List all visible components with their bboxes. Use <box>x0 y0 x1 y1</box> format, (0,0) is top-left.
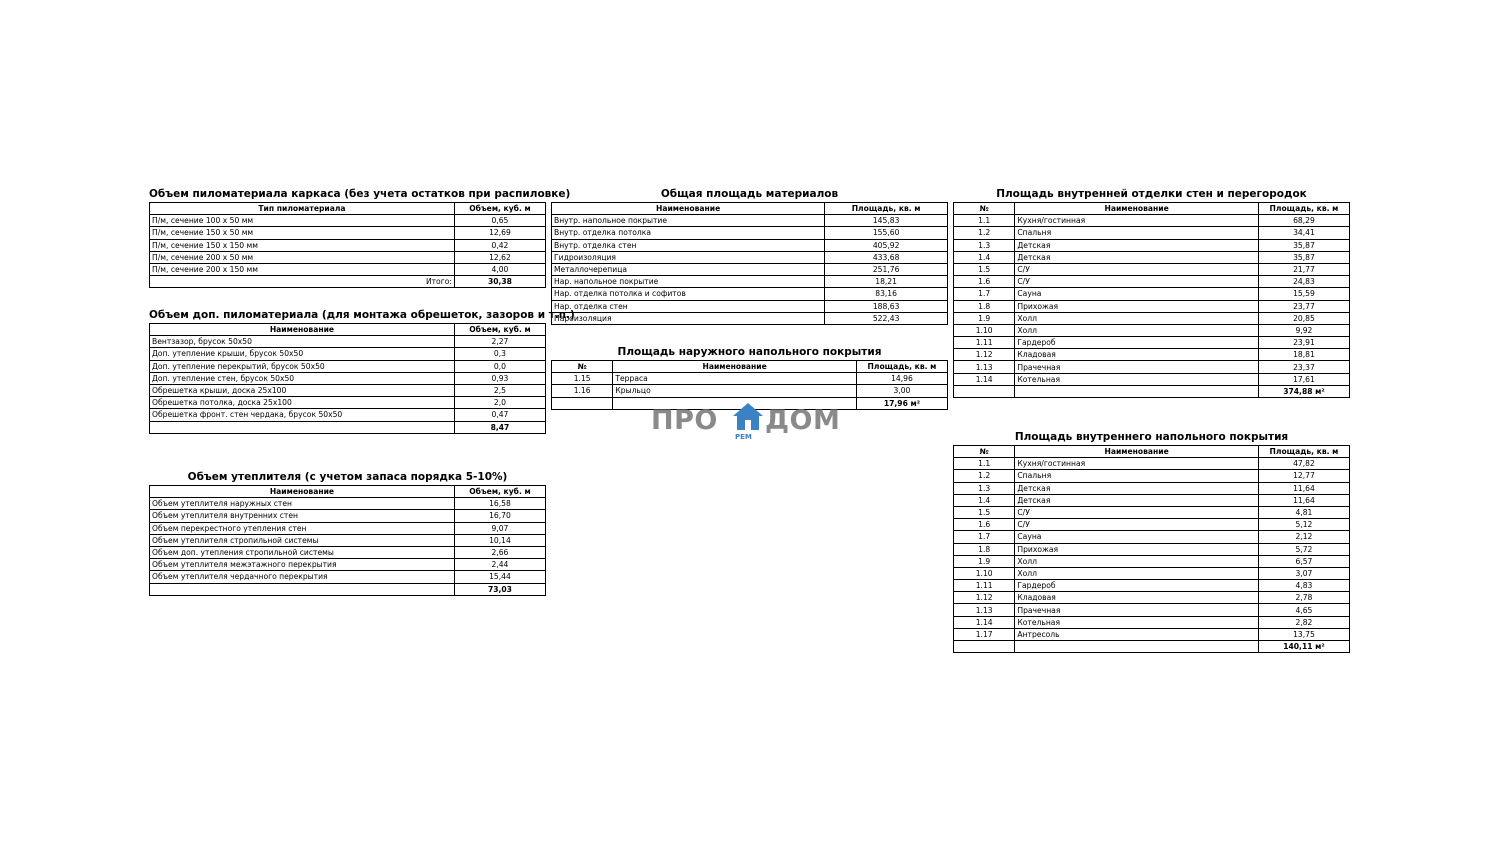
total-value: 30,38 <box>454 276 545 288</box>
row-number: 1.4 <box>954 494 1015 506</box>
wall-finish-block <box>953 188 1350 398</box>
table-row <box>150 215 546 227</box>
row-value: 2,0 <box>454 397 545 409</box>
row-number: 1.3 <box>954 482 1015 494</box>
row-value: 9,07 <box>454 522 545 534</box>
total-empty <box>954 385 1015 397</box>
row-number: 1.9 <box>954 555 1015 567</box>
row-value: 35,87 <box>1258 251 1349 263</box>
column-header: Наименование <box>552 203 825 215</box>
row-value: 23,37 <box>1258 361 1349 373</box>
row-name: Детская <box>1015 482 1259 494</box>
row-name: С/У <box>1015 506 1259 518</box>
row-value: 9,92 <box>1258 324 1349 336</box>
row-name: С/У <box>1015 276 1259 288</box>
row-name: Холл <box>1015 324 1259 336</box>
column-header: Наименование <box>613 361 857 373</box>
row-name: Котельная <box>1015 373 1259 385</box>
table-row <box>954 227 1350 239</box>
row-value: 12,69 <box>454 227 545 239</box>
table-row <box>954 580 1350 592</box>
table-row <box>954 555 1350 567</box>
row-name: Пароизоляция <box>552 312 825 324</box>
lumber-frame-block <box>149 188 571 288</box>
row-value: 405,92 <box>825 239 948 251</box>
row-name: Прачечная <box>1015 604 1259 616</box>
row-value: 11,64 <box>1258 494 1349 506</box>
table-row <box>954 494 1350 506</box>
indoor-floor-table <box>953 445 1350 653</box>
row-value: 10,14 <box>454 534 545 546</box>
row-name: Доп. утепление стен, брусок 50х50 <box>150 372 455 384</box>
column-header: Площадь, кв. м <box>856 361 947 373</box>
row-name: Кладовая <box>1015 592 1259 604</box>
table-row <box>552 300 948 312</box>
table-row <box>552 288 948 300</box>
table-row <box>552 373 948 385</box>
row-name: Внутр. отделка потолка <box>552 227 825 239</box>
row-value: 145,83 <box>825 215 948 227</box>
total-empty <box>1015 641 1259 653</box>
row-number: 1.14 <box>954 616 1015 628</box>
table-row <box>552 276 948 288</box>
table-row <box>954 288 1350 300</box>
column-header: Тип пиломатериала <box>150 203 455 215</box>
row-number: 1.8 <box>954 543 1015 555</box>
row-name: П/м, сечение 200 х 150 мм <box>150 263 455 275</box>
row-name: Детская <box>1015 239 1259 251</box>
table-row <box>954 604 1350 616</box>
prodom-logo <box>648 402 848 442</box>
row-number: 1.13 <box>954 361 1015 373</box>
row-value: 35,87 <box>1258 239 1349 251</box>
table-row <box>150 510 546 522</box>
row-number: 1.10 <box>954 324 1015 336</box>
row-name: Нар. напольное покрытие <box>552 276 825 288</box>
row-value: 2,5 <box>454 384 545 396</box>
row-name: Холл <box>1015 555 1259 567</box>
table-row <box>954 616 1350 628</box>
row-number: 1.6 <box>954 276 1015 288</box>
row-number: 1.10 <box>954 567 1015 579</box>
table-row <box>954 276 1350 288</box>
row-number: 1.14 <box>954 373 1015 385</box>
lumber-frame-table <box>149 202 546 288</box>
indoor-floor-title: Площадь внутреннего напольного покрытия <box>1014 431 1289 443</box>
row-name: Сауна <box>1015 288 1259 300</box>
row-value: 17,61 <box>1258 373 1349 385</box>
extra-lumber-block <box>149 309 575 434</box>
table-row <box>954 251 1350 263</box>
table-row <box>150 498 546 510</box>
table-row <box>150 546 546 558</box>
table-row <box>954 349 1350 361</box>
extra-lumber-title: Объем доп. пиломатериала (для монтажа обрешеток, зазоров и т.п.) <box>149 309 575 321</box>
table-row <box>954 470 1350 482</box>
insulation-block <box>149 471 546 596</box>
row-name: Доп. утепление перекрытий, брусок 50х50 <box>150 360 455 372</box>
total-row <box>150 421 546 433</box>
row-name: Кладовая <box>1015 349 1259 361</box>
table-row <box>954 482 1350 494</box>
column-header: Наименование <box>1015 446 1259 458</box>
column-header: Объем, куб. м <box>454 486 545 498</box>
column-header: Площадь, кв. м <box>825 203 948 215</box>
row-value: 2,12 <box>1258 531 1349 543</box>
row-name: Прачечная <box>1015 361 1259 373</box>
row-name: Спальня <box>1015 227 1259 239</box>
table-row <box>954 373 1350 385</box>
row-name: Сауна <box>1015 531 1259 543</box>
table-row <box>954 628 1350 640</box>
row-value: 3,00 <box>856 385 947 397</box>
row-value: 5,72 <box>1258 543 1349 555</box>
row-name: Кухня/гостинная <box>1015 458 1259 470</box>
row-value: 2,66 <box>454 546 545 558</box>
total-row <box>150 583 546 595</box>
row-name: Объем утеплителя стропильной системы <box>150 534 455 546</box>
table-row <box>150 571 546 583</box>
row-number: 1.12 <box>954 349 1015 361</box>
indoor-floor-block <box>953 431 1350 653</box>
table-row <box>552 239 948 251</box>
row-number: 1.5 <box>954 506 1015 518</box>
table-row <box>552 263 948 275</box>
table-row <box>954 337 1350 349</box>
column-header: Объем, куб. м <box>454 324 545 336</box>
row-value: 11,64 <box>1258 482 1349 494</box>
column-header: № <box>552 361 613 373</box>
row-number: 1.7 <box>954 531 1015 543</box>
table-row <box>954 239 1350 251</box>
table-row <box>954 506 1350 518</box>
row-value: 433,68 <box>825 251 948 263</box>
wall-finish-table <box>953 202 1350 398</box>
table-row <box>954 543 1350 555</box>
row-value: 15,44 <box>454 571 545 583</box>
row-value: 20,85 <box>1258 312 1349 324</box>
row-name: Нар. отделка стен <box>552 300 825 312</box>
row-number: 1.16 <box>552 385 613 397</box>
total-value: 8,47 <box>454 421 545 433</box>
row-value: 188,63 <box>825 300 948 312</box>
materials-area-table <box>551 202 948 325</box>
table-row <box>150 522 546 534</box>
row-value: 522,43 <box>825 312 948 324</box>
table-row <box>954 215 1350 227</box>
logo-sub-text: РЕМ <box>735 433 752 441</box>
logo-right-text: ДОМ <box>765 405 841 436</box>
column-header: Площадь, кв. м <box>1258 446 1349 458</box>
row-value: 4,81 <box>1258 506 1349 518</box>
row-name: Металлочерепица <box>552 263 825 275</box>
row-value: 0,93 <box>454 372 545 384</box>
row-value: 4,00 <box>454 263 545 275</box>
row-name: Кухня/гостинная <box>1015 215 1259 227</box>
row-name: Прихожая <box>1015 543 1259 555</box>
row-name: Гардероб <box>1015 580 1259 592</box>
row-value: 0,0 <box>454 360 545 372</box>
total-value: 17,96 м² <box>856 397 947 409</box>
row-name: Объем утеплителя внутренних стен <box>150 510 455 522</box>
outdoor-floor-title: Площадь наружного напольного покрытия <box>617 346 882 358</box>
row-number: 1.7 <box>954 288 1015 300</box>
row-value: 3,07 <box>1258 567 1349 579</box>
table-row <box>150 559 546 571</box>
row-value: 24,83 <box>1258 276 1349 288</box>
row-value: 2,27 <box>454 336 545 348</box>
row-name: Спальня <box>1015 470 1259 482</box>
table-row <box>150 251 546 263</box>
row-number: 1.15 <box>552 373 613 385</box>
row-value: 68,29 <box>1258 215 1349 227</box>
row-name: Внутр. отделка стен <box>552 239 825 251</box>
row-value: 155,60 <box>825 227 948 239</box>
row-value: 21,77 <box>1258 263 1349 275</box>
total-empty <box>552 397 613 409</box>
total-label-empty <box>150 583 455 595</box>
row-number: 1.9 <box>954 312 1015 324</box>
row-value: 5,12 <box>1258 519 1349 531</box>
row-name: Обрешетка потолка, доска 25х100 <box>150 397 455 409</box>
table-row <box>150 384 546 396</box>
row-value: 2,82 <box>1258 616 1349 628</box>
column-header: Наименование <box>150 486 455 498</box>
row-name: Обрешетка крыши, доска 25х100 <box>150 384 455 396</box>
extra-lumber-table <box>149 323 546 434</box>
table-row <box>552 227 948 239</box>
row-value: 12,77 <box>1258 470 1349 482</box>
table-row <box>150 409 546 421</box>
row-value: 4,65 <box>1258 604 1349 616</box>
total-value: 374,88 м² <box>1258 385 1349 397</box>
column-header: Площадь, кв. м <box>1258 203 1349 215</box>
row-value: 34,41 <box>1258 227 1349 239</box>
table-row <box>150 336 546 348</box>
total-label-empty <box>150 421 455 433</box>
row-value: 0,42 <box>454 239 545 251</box>
total-value: 73,03 <box>454 583 545 595</box>
column-header: Объем, куб. м <box>454 203 545 215</box>
table-row <box>552 385 948 397</box>
table-row <box>150 397 546 409</box>
row-number: 1.8 <box>954 300 1015 312</box>
insulation-title: Объем утеплителя (с учетом запаса порядка 5-10%) <box>187 471 508 483</box>
row-name: С/У <box>1015 519 1259 531</box>
total-label: Итого: <box>150 276 455 288</box>
row-name: Объем перекрестного утепления стен <box>150 522 455 534</box>
materials-area-block <box>551 188 948 325</box>
row-name: Антресоль <box>1015 628 1259 640</box>
row-value: 6,57 <box>1258 555 1349 567</box>
row-value: 23,77 <box>1258 300 1349 312</box>
row-name: П/м, сечение 150 х 50 мм <box>150 227 455 239</box>
total-empty <box>1015 385 1259 397</box>
table-row <box>954 567 1350 579</box>
row-name: С/У <box>1015 263 1259 275</box>
row-number: 1.1 <box>954 215 1015 227</box>
table-row <box>954 312 1350 324</box>
table-row <box>150 360 546 372</box>
row-number: 1.1 <box>954 458 1015 470</box>
row-value: 0,65 <box>454 215 545 227</box>
house-icon <box>732 402 764 436</box>
row-value: 13,75 <box>1258 628 1349 640</box>
row-number: 1.5 <box>954 263 1015 275</box>
table-row <box>150 227 546 239</box>
row-value: 251,76 <box>825 263 948 275</box>
row-number: 1.17 <box>954 628 1015 640</box>
row-name: Крыльцо <box>613 385 857 397</box>
row-name: Объем доп. утепления стропильной системы <box>150 546 455 558</box>
table-row <box>552 251 948 263</box>
row-name: П/м, сечение 150 х 150 мм <box>150 239 455 251</box>
row-number: 1.4 <box>954 251 1015 263</box>
row-value: 15,59 <box>1258 288 1349 300</box>
row-name: Прихожая <box>1015 300 1259 312</box>
row-number: 1.2 <box>954 227 1015 239</box>
row-name: Объем утеплителя наружных стен <box>150 498 455 510</box>
row-name: Объем утеплителя чердачного перекрытия <box>150 571 455 583</box>
wall-finish-title: Площадь внутренней отделки стен и перегородок <box>996 188 1307 200</box>
table-row <box>954 361 1350 373</box>
row-name: Внутр. напольное покрытие <box>552 215 825 227</box>
table-row <box>954 592 1350 604</box>
row-value: 4,83 <box>1258 580 1349 592</box>
table-row <box>552 215 948 227</box>
row-value: 18,21 <box>825 276 948 288</box>
row-number: 1.6 <box>954 519 1015 531</box>
logo-left-text: ПРО <box>651 405 718 436</box>
table-row <box>552 312 948 324</box>
row-number: 1.12 <box>954 592 1015 604</box>
total-row <box>954 385 1350 397</box>
row-name: Доп. утепление крыши, брусок 50х50 <box>150 348 455 360</box>
row-name: Детская <box>1015 251 1259 263</box>
row-number: 1.2 <box>954 470 1015 482</box>
row-name: Гардероб <box>1015 337 1259 349</box>
lumber-frame-title: Объем пиломатериала каркаса (без учета остатков при распиловке) <box>149 188 571 200</box>
row-name: Холл <box>1015 567 1259 579</box>
materials-area-title: Общая площадь материалов <box>660 188 839 200</box>
column-header: № <box>954 446 1015 458</box>
total-value: 140,11 м² <box>1258 641 1349 653</box>
row-number: 1.13 <box>954 604 1015 616</box>
row-value: 0,47 <box>454 409 545 421</box>
row-value: 47,82 <box>1258 458 1349 470</box>
row-value: 2,44 <box>454 559 545 571</box>
row-name: Холл <box>1015 312 1259 324</box>
column-header: Наименование <box>1015 203 1259 215</box>
total-row <box>150 276 546 288</box>
row-name: Терраса <box>613 373 857 385</box>
table-row <box>954 263 1350 275</box>
row-name: Детская <box>1015 494 1259 506</box>
table-row <box>150 348 546 360</box>
total-empty <box>954 641 1015 653</box>
row-name: П/м, сечение 100 х 50 мм <box>150 215 455 227</box>
table-row <box>150 263 546 275</box>
row-number: 1.11 <box>954 337 1015 349</box>
row-value: 23,91 <box>1258 337 1349 349</box>
row-name: Гидроизоляция <box>552 251 825 263</box>
table-row <box>954 458 1350 470</box>
outdoor-floor-block <box>551 346 948 410</box>
table-row <box>150 372 546 384</box>
row-name: Обрешетка фронт. стен чердака, брусок 50х50 <box>150 409 455 421</box>
row-name: Вентзазор, брусок 50х50 <box>150 336 455 348</box>
insulation-table <box>149 485 546 596</box>
row-number: 1.3 <box>954 239 1015 251</box>
column-header: Наименование <box>150 324 455 336</box>
row-number: 1.11 <box>954 580 1015 592</box>
row-value: 16,70 <box>454 510 545 522</box>
row-value: 18,81 <box>1258 349 1349 361</box>
table-row <box>954 300 1350 312</box>
row-value: 2,78 <box>1258 592 1349 604</box>
row-name: Котельная <box>1015 616 1259 628</box>
row-value: 83,16 <box>825 288 948 300</box>
row-name: Объем утеплителя межэтажного перекрытия <box>150 559 455 571</box>
table-row <box>150 534 546 546</box>
row-name: П/м, сечение 200 х 50 мм <box>150 251 455 263</box>
row-value: 16,58 <box>454 498 545 510</box>
total-row <box>954 641 1350 653</box>
row-value: 12,62 <box>454 251 545 263</box>
table-row <box>954 519 1350 531</box>
table-row <box>150 239 546 251</box>
table-row <box>954 324 1350 336</box>
row-value: 0,3 <box>454 348 545 360</box>
row-value: 14,96 <box>856 373 947 385</box>
row-name: Нар. отделка потолка и софитов <box>552 288 825 300</box>
table-row <box>954 531 1350 543</box>
column-header: № <box>954 203 1015 215</box>
